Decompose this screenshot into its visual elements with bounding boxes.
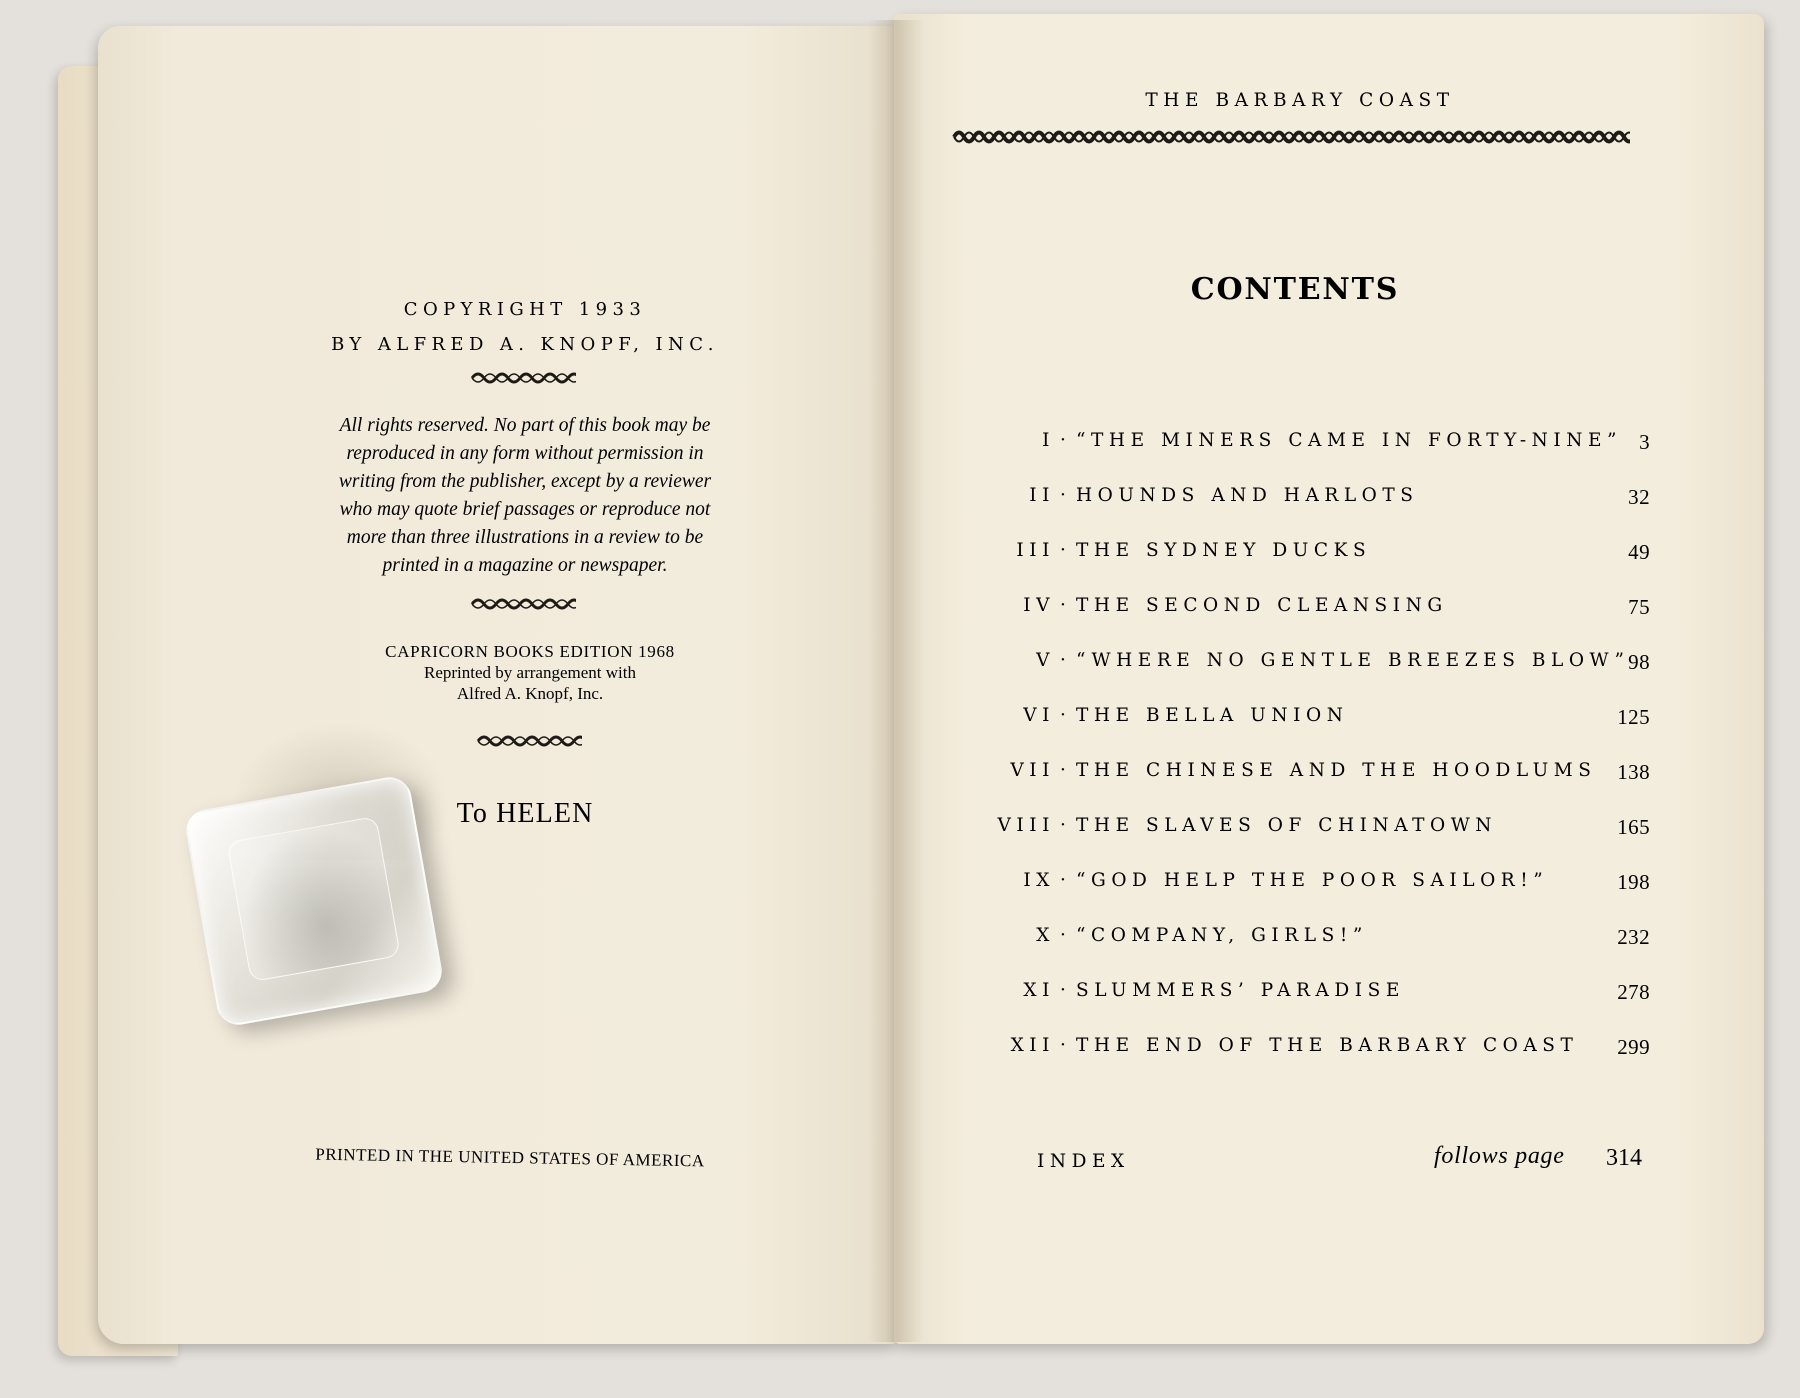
chapter-page: 278 — [1617, 980, 1650, 1004]
toc-row — [960, 815, 1660, 845]
contents-title: CONTENTS — [1190, 272, 1400, 307]
chapter-title: THE BELLA UNION — [1076, 705, 1349, 726]
copyright-line2: BY ALFRED A. KNOPF, INC. — [331, 334, 719, 355]
rights-line: reproduced in any form without permission in — [346, 443, 704, 464]
rights-line: printed in a magazine or newspaper. — [382, 555, 668, 576]
index-page-number: 314 — [1606, 1145, 1642, 1171]
chapter-title: “THE MINERS CAME IN FORTY-NINE” — [1076, 430, 1623, 451]
chapter-title: THE SLAVES OF CHINATOWN — [1076, 815, 1498, 836]
chapter-number: I — [1042, 430, 1055, 451]
chapter-page: 232 — [1617, 925, 1650, 949]
chapter-title: HOUNDS AND HARLOTS — [1076, 485, 1419, 506]
toc-row — [960, 650, 1660, 680]
chapter-title: “COMPANY, GIRLS!” — [1076, 925, 1368, 946]
toc-row — [960, 595, 1660, 625]
running-head: THE BARBARY COAST — [1145, 90, 1455, 111]
chapter-title: “WHERE NO GENTLE BREEZES BLOW” — [1076, 650, 1630, 671]
separator-dot: · — [1060, 870, 1072, 891]
chapter-title: THE SYDNEY DUCKS — [1076, 540, 1372, 561]
chapter-page: 299 — [1617, 1035, 1650, 1059]
ornament-divider-2 — [470, 596, 576, 612]
toc-row — [960, 1035, 1660, 1065]
rights-statement — [305, 412, 745, 580]
ornament-divider-3 — [476, 733, 582, 749]
chapter-title: THE END OF THE BARBARY COAST — [1076, 1035, 1579, 1056]
chapter-page: 165 — [1617, 815, 1650, 839]
ornament-rule — [952, 126, 1630, 148]
separator-dot: · — [1060, 760, 1072, 781]
chapter-title: SLUMMERS’ PARADISE — [1076, 980, 1405, 1001]
toc-row — [960, 980, 1660, 1010]
toc-row — [960, 925, 1660, 955]
chapter-page: 75 — [1628, 595, 1650, 619]
toc-row — [960, 705, 1660, 735]
chapter-page: 198 — [1617, 870, 1650, 894]
separator-dot: · — [1060, 595, 1072, 616]
chapter-title: THE CHINESE AND THE HOODLUMS — [1076, 760, 1597, 781]
index-label: INDEX — [1037, 1151, 1130, 1172]
rights-line: All rights reserved. No part of this book may be — [339, 415, 711, 436]
index-follows-text: follows page — [1434, 1143, 1565, 1169]
chapter-page: 98 — [1628, 650, 1650, 674]
printed-in-line: PRINTED IN THE UNITED STATES OF AMERICA — [315, 1144, 705, 1171]
chapter-number: XI — [1023, 980, 1055, 1001]
separator-dot: · — [1060, 650, 1072, 671]
separator-dot: · — [1060, 485, 1072, 506]
chapter-title: THE SECOND CLEANSING — [1076, 595, 1448, 616]
chapter-number: V — [1036, 650, 1055, 671]
chapter-number: VI — [1023, 705, 1055, 726]
chapter-number: XII — [1010, 1035, 1055, 1056]
toc-row — [960, 760, 1660, 790]
chapter-number: VII — [1010, 760, 1055, 781]
chapter-title: “GOD HELP THE POOR SAILOR!” — [1076, 870, 1549, 891]
edition-block — [330, 641, 730, 704]
separator-dot: · — [1060, 925, 1072, 946]
chapter-number: IX — [1023, 870, 1055, 891]
edition-line2: Reprinted by arrangement with — [424, 663, 636, 682]
toc-row — [960, 430, 1660, 460]
dedication: To HELEN — [456, 798, 594, 829]
toc-row — [960, 540, 1660, 570]
chapter-number: VIII — [997, 815, 1055, 836]
separator-dot: · — [1060, 980, 1072, 1001]
rights-line: writing from the publisher, except by a reviewer — [338, 471, 712, 492]
chapter-page: 3 — [1639, 430, 1650, 454]
chapter-number: III — [1016, 540, 1055, 561]
separator-dot: · — [1060, 430, 1072, 451]
chapter-number: X — [1036, 925, 1055, 946]
chapter-number: IV — [1023, 595, 1055, 616]
toc-row — [960, 485, 1660, 515]
rights-line: more than three illustrations in a review to be — [346, 527, 704, 548]
chapter-number: II — [1029, 485, 1055, 506]
chapter-page: 125 — [1617, 705, 1650, 729]
chapter-page: 32 — [1628, 485, 1650, 509]
edition-line3: Alfred A. Knopf, Inc. — [456, 684, 604, 703]
copyright-line1: COPYRIGHT 1933 — [403, 299, 647, 320]
rights-line: who may quote brief passages or reproduce not — [339, 499, 711, 520]
separator-dot: · — [1060, 705, 1072, 726]
copyright-block — [300, 292, 750, 362]
chapter-page: 138 — [1617, 760, 1650, 784]
separator-dot: · — [1060, 540, 1072, 561]
edition-title: CAPRICORN BOOKS EDITION 1968 — [385, 642, 675, 661]
separator-dot: · — [1060, 1035, 1072, 1056]
chapter-page: 49 — [1628, 540, 1650, 564]
separator-dot: · — [1060, 815, 1072, 836]
book-gutter — [868, 20, 924, 1342]
ornament-divider-1 — [470, 370, 576, 386]
toc-row — [960, 870, 1660, 900]
glass-cube-paperweight — [183, 774, 445, 1028]
